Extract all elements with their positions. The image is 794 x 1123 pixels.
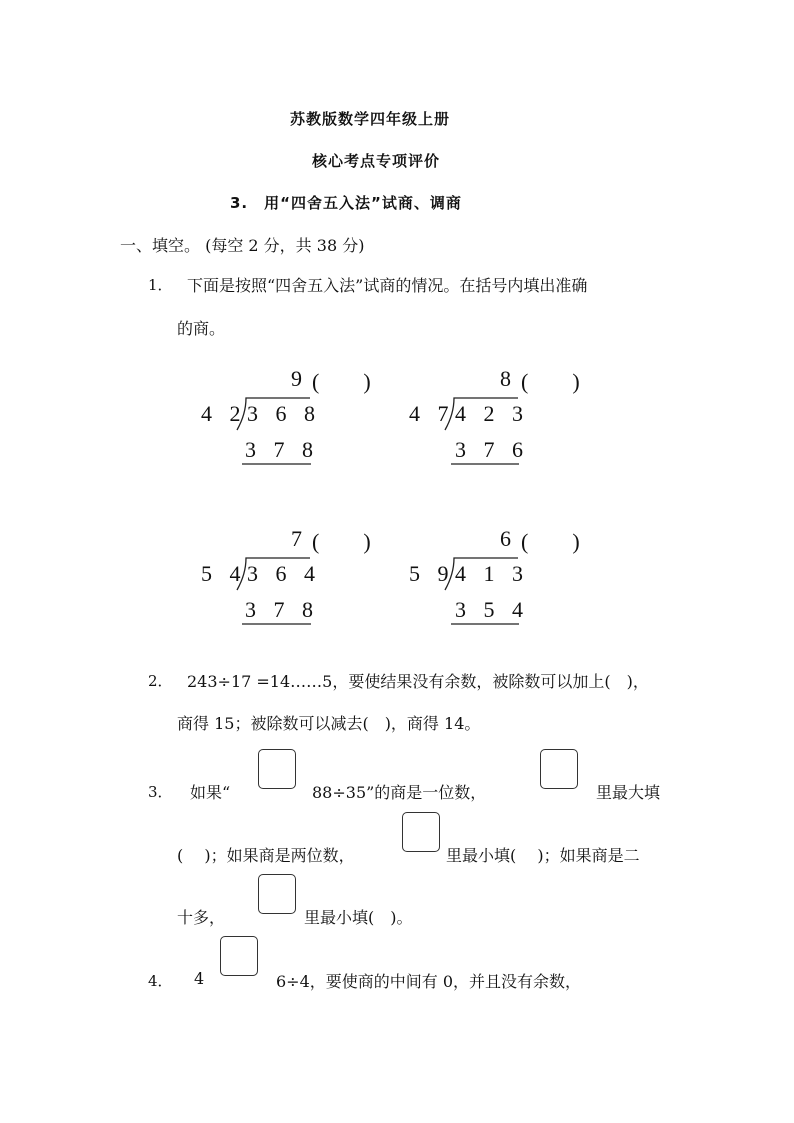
q3-text-e: 里最小填( )；如果商是二 bbox=[446, 846, 640, 865]
q1-text-line1: 下面是按照“四舍五入法”试商的情况。在括号内填出准确 bbox=[187, 276, 588, 295]
div2-dividend: 4 2 3 bbox=[455, 401, 529, 426]
q2-number: 2． bbox=[148, 672, 173, 690]
q4-number: 4． bbox=[148, 972, 173, 990]
q4-text-a: 4 bbox=[194, 969, 205, 988]
div3-dividend: 3 6 4 bbox=[247, 561, 321, 586]
div3-product: 3 7 8 bbox=[245, 597, 319, 622]
q3-digit-box-1[interactable] bbox=[258, 749, 296, 789]
div3-quotient: 7 bbox=[291, 526, 308, 551]
div1-divisor: 4 2 bbox=[201, 401, 247, 426]
q3-text-b: 88÷35”的商是一位数， bbox=[312, 783, 487, 802]
q3-text-g: 里最小填( )。 bbox=[304, 908, 413, 927]
q1-text-line2: 的商。 bbox=[177, 319, 226, 338]
div4-quotient: 6 bbox=[500, 526, 517, 551]
q4-digit-box[interactable] bbox=[220, 936, 258, 976]
q3-text-f: 十多， bbox=[177, 908, 226, 927]
q1-number: 1． bbox=[148, 276, 173, 294]
q3-text-d: ( )；如果商是两位数， bbox=[177, 846, 355, 865]
document-subtitle: 核心考点专项评价 bbox=[312, 152, 441, 170]
div4-answer-blank[interactable]: ( ) bbox=[521, 529, 580, 554]
q3-digit-box-3[interactable] bbox=[402, 812, 440, 852]
div2-divisor: 4 7 bbox=[409, 401, 455, 426]
q3-number: 3． bbox=[148, 783, 173, 801]
q3-text-a: 如果“ bbox=[190, 783, 231, 802]
div2-quotient: 8 bbox=[500, 366, 517, 391]
div3-answer-blank[interactable]: ( ) bbox=[312, 529, 371, 554]
q3-digit-box-4[interactable] bbox=[258, 874, 296, 914]
div1-dividend: 3 6 8 bbox=[247, 401, 321, 426]
document-title: 苏教版数学四年级上册 bbox=[290, 110, 451, 128]
div4-product: 3 5 4 bbox=[455, 597, 529, 622]
section-title: 3. 用“四舍五入法”试商、调商 bbox=[230, 194, 462, 212]
div2-product: 3 7 6 bbox=[455, 437, 529, 462]
div1-answer-blank[interactable]: ( ) bbox=[312, 369, 371, 394]
div3-divisor: 5 4 bbox=[201, 561, 247, 586]
q3-text-c: 里最大填 bbox=[596, 783, 661, 802]
section-heading: 一、填空。 (每空 2 分，共 38 分) bbox=[120, 236, 365, 255]
div2-answer-blank[interactable]: ( ) bbox=[521, 369, 580, 394]
div4-dividend: 4 1 3 bbox=[455, 561, 529, 586]
div1-quotient: 9 bbox=[291, 366, 308, 391]
div4-divisor: 5 9 bbox=[409, 561, 455, 586]
div1-product: 3 7 8 bbox=[245, 437, 319, 462]
q2-text-line1: 243÷17 =14……5，要使结果没有余数，被除数可以加上( )， bbox=[187, 672, 649, 691]
q2-text-line2: 商得 15；被除数可以减去( )，商得 14。 bbox=[177, 714, 481, 733]
q3-digit-box-2[interactable] bbox=[540, 749, 578, 789]
q4-text-b: 6÷4，要使商的中间有 0，并且没有余数， bbox=[276, 972, 582, 991]
